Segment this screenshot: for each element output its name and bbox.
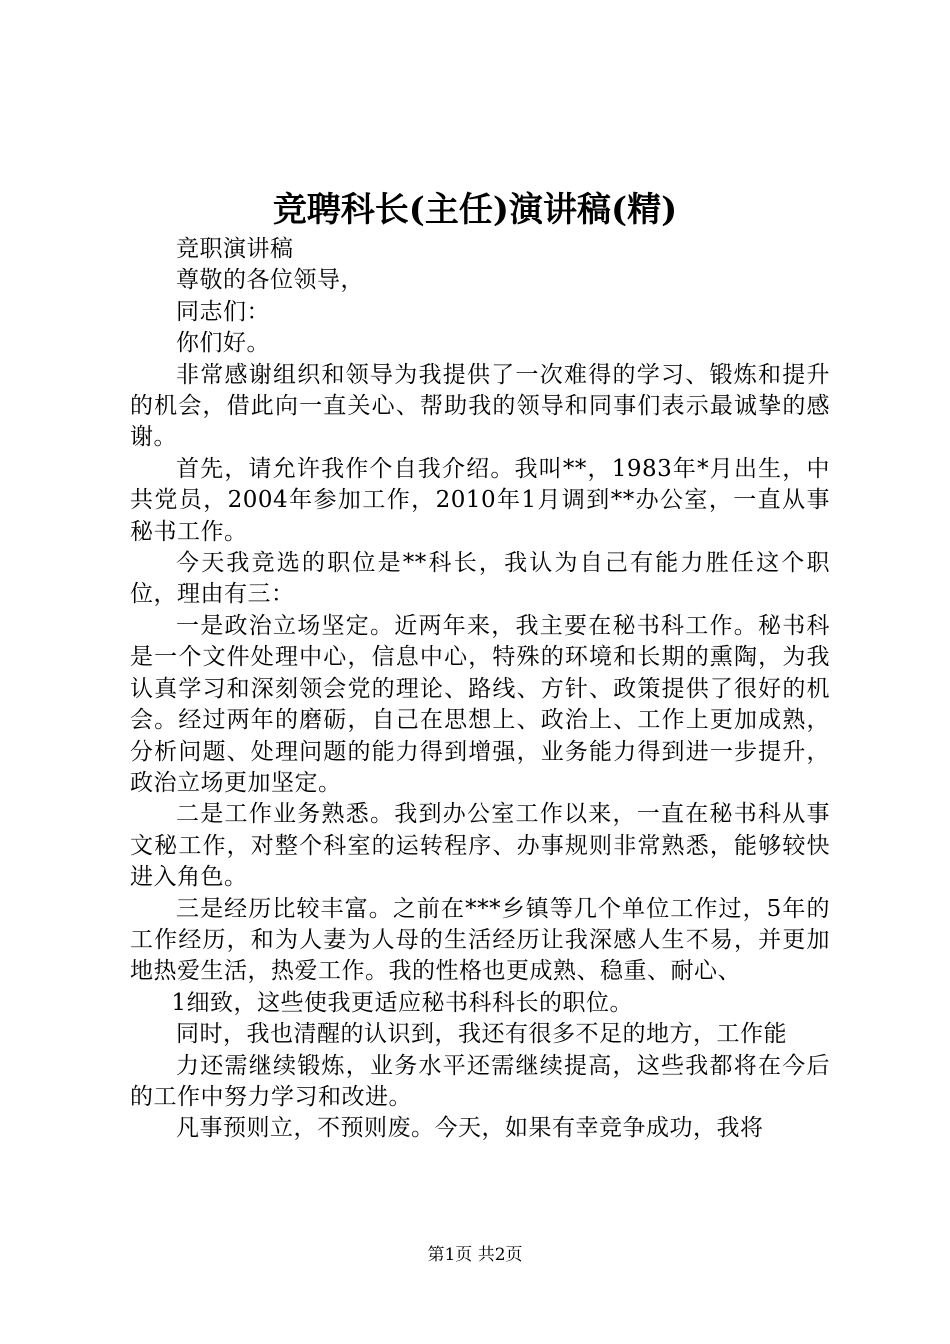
document-body bbox=[130, 234, 830, 1145]
paragraph: 首先，请允许我作个自我介绍。我叫**，1983年*月出生，中共党员，2004年参加工作，2010年1月调到**办公室，一直从事秘书工作。 bbox=[130, 455, 830, 545]
paragraph: 三是经历比较丰富。之前在***乡镇等几个单位工作过，5年的工作经历，和为人妻为人母的生活经历让我深感人生不易，并更加地热爱生活，热爱工作。我的性格也更成熟、稳重、耐心、 bbox=[130, 895, 830, 985]
paragraph: 同时，我也清醒的认识到，我还有很多不足的地方，工作能 bbox=[176, 1021, 787, 1048]
paragraph: 非常感谢组织和领导为我提供了一次难得的学习、锻炼和提升的机会，借此向一直关心、帮助我的领导和同事们表示最诚挚的感谢。 bbox=[130, 361, 830, 451]
paragraph: 尊敬的各位领导， bbox=[176, 267, 364, 294]
paragraph: 1细致，这些使我更适应秘书科科长的职位。 bbox=[171, 989, 634, 1016]
paragraph: 力还需继续锻炼，业务水平还需继续提高，这些我都将在今后的工作中努力学习和改进。 bbox=[130, 1052, 830, 1110]
paragraph: 同志们： bbox=[176, 298, 270, 325]
paragraph: 一是政治立场坚定。近两年来，我主要在秘书科工作。秘书科是一个文件处理中心，信息中心，特殊的环境和长期的熏陶，为我认真学习和深刻领会党的理论、路线、方针、政策提供了很好的机会。经过两年的磨砺，自己在思想上、政治上、工作上更加成熟，分析问题、处理问题的能力得到增强，业务能力得到进一步提升，政治立场更加坚定。 bbox=[130, 612, 830, 796]
paragraph: 竞职演讲稿 bbox=[176, 236, 294, 262]
page-title: 竞聘科长(主任)演讲稿(精) bbox=[272, 190, 678, 230]
paragraph: 二是工作业务熟悉。我到办公室工作以来，一直在秘书科从事文秘工作，对整个科室的运转程序、办事规则非常熟悉，能够较快进入角色。 bbox=[130, 801, 830, 891]
paragraph: 凡事预则立，不预则废。今天，如果有幸竞争成功，我将 bbox=[176, 1115, 764, 1142]
paragraph: 今天我竞选的职位是**科长，我认为自己有能力胜任这个职位，理由有三： bbox=[130, 550, 830, 608]
page-footer: 第1页 共2页 bbox=[427, 1245, 523, 1265]
paragraph: 你们好。 bbox=[176, 330, 270, 357]
